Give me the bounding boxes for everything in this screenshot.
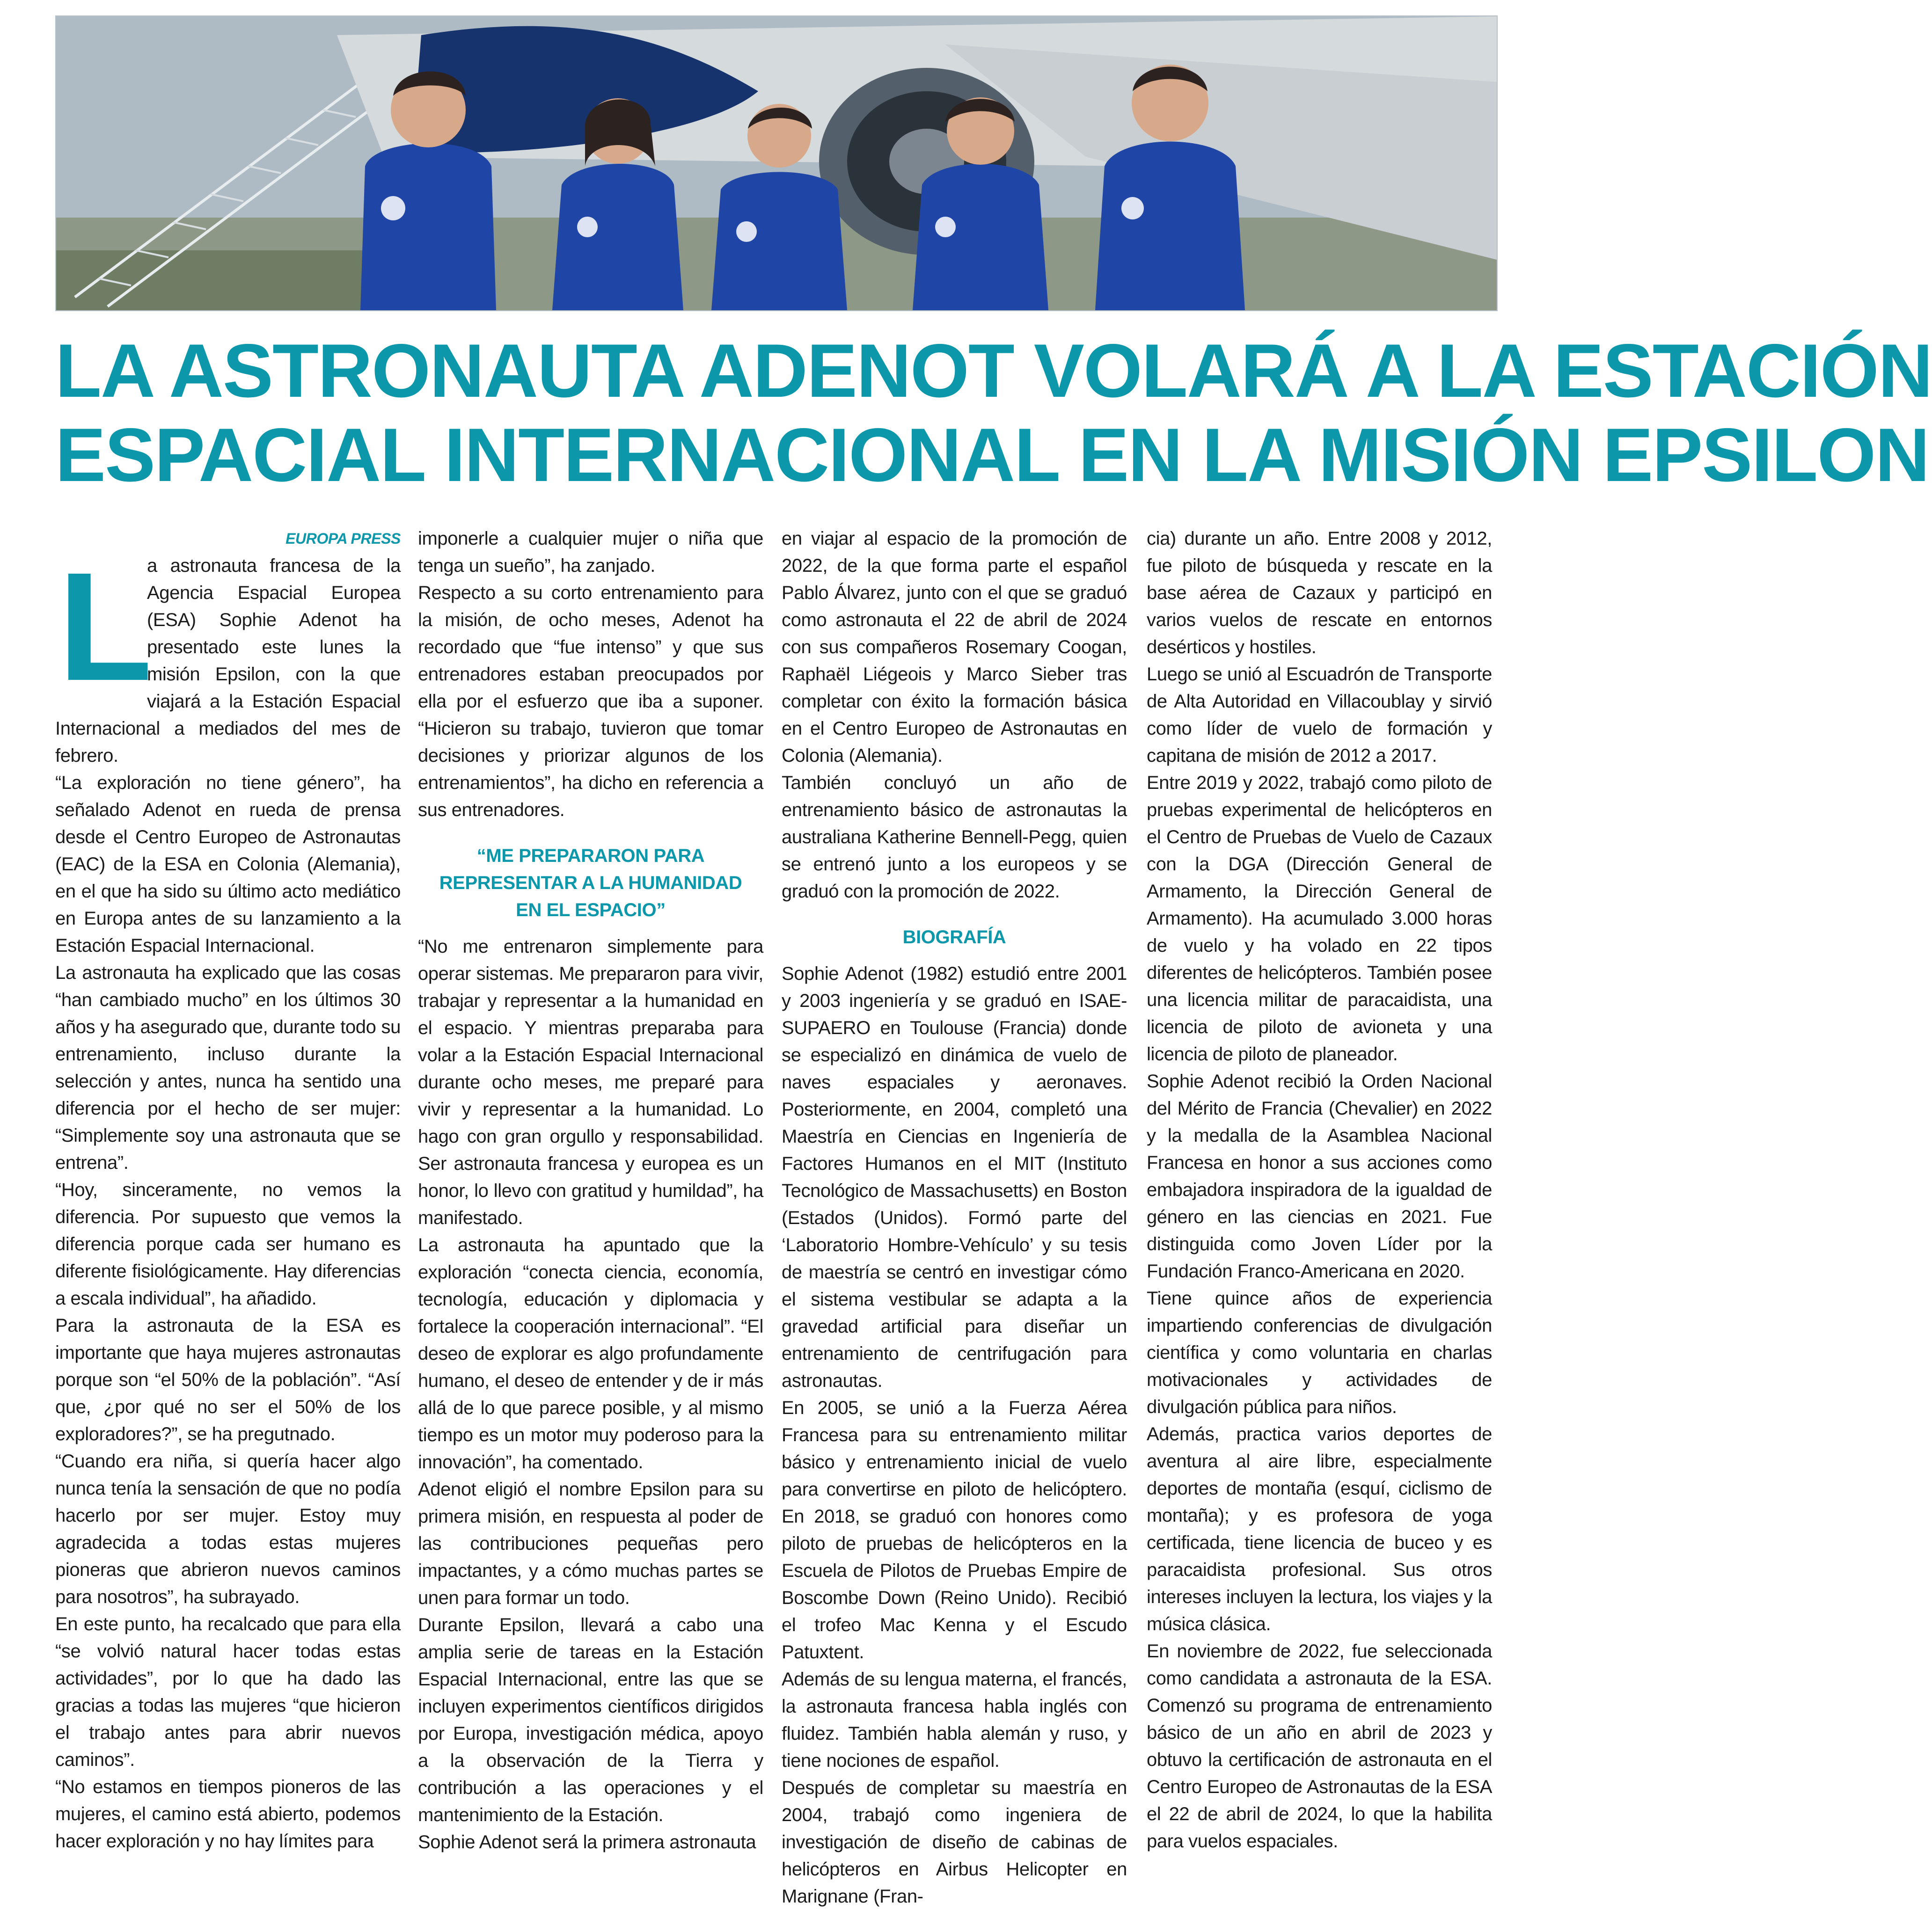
- subheading-biografia: BIOGRAFÍA: [902, 927, 1006, 948]
- paragraph: “La exploración no tiene género”, ha señalado Adenot en rueda de prensa desde el Centro Europeo de Astronautas (EAC) de la ESA en Colonia (Alemania), en el que ha sido su último acto mediático en Europa antes de su lanzamiento a la Estación Espacial Internacional.: [55, 773, 401, 956]
- paragraph: cia) durante un año. Entre 2008 y 2012, fue piloto de búsqueda y rescate en la base aérea de Cazaux y participó en varios vuelos de rescate en entornos desérticos y hostiles.: [1147, 528, 1492, 657]
- dropcap: L: [58, 540, 153, 713]
- paragraph: Sophie Adenot será la primera astronauta: [418, 1832, 756, 1852]
- paragraph: Luego se unió al Escuadrón de Transporte de Alta Autoridad en Villacoublay y sirvió como líder de vuelo de formación y capitana de misión de 2012 a 2017.: [1147, 664, 1492, 766]
- paragraph: La astronauta ha apuntado que la exploración “conecta ciencia, economía, tecnología, educación y diplomacia y fortalece la cooperación internacional”. “El deseo de explorar es algo profundamente humano, el deseo de entender y de ir más allá de lo que parece posible, y al mismo tiempo es un motor muy poderoso para la innovación”, ha comentado.: [418, 1235, 763, 1473]
- paragraph: “Cuando era niña, si quería hacer algo nunca tenía la sensación de que no podía hacerlo por ser mujer. Estoy muy agradecida a todas estas mujeres pioneras que abrieron nuevos caminos para nosotros”, ha subrayado.: [55, 1451, 401, 1607]
- paragraph: Respecto a su corto entrenamiento para la misión, de ocho meses, Adenot ha recordado que “fue intenso” y que sus entrenadores estaban preocupados por ella por el esfuerzo que iba a suponer. “Hicieron su trabajo, tuvieron que tomar decisiones y priorizar algunos de los entrenamientos”, ha dicho en referencia a sus entrenadores.: [418, 583, 763, 820]
- paragraph: En noviembre de 2022, fue seleccionada como candidata a astronauta de la ESA. Comenzó su programa de entrenamiento básico de un año en abril de 2023 y obtuvo la certificación de astronauta en el Centro Europeo de Astronautas de la ESA el 22 de abril de 2024, lo que la habilita para vuelos espaciales.: [1147, 1641, 1492, 1852]
- subheading-quote: [418, 842, 763, 924]
- header-photo: [55, 15, 1498, 311]
- paragraph: Además de su lengua materna, el francés, la astronauta francesa habla inglés con fluidez. También habla alemán y ruso, y tiene nociones de español.: [782, 1669, 1127, 1771]
- paragraph: Tiene quince años de experiencia impartiendo conferencias de divulgación científica y como voluntaria en charlas motivacionales y actividades de divulgación pública para niños.: [1147, 1288, 1492, 1417]
- paragraph: La astronauta ha explicado que las cosas “han cambiado mucho” en los últimos 30 años y ha asegurado que, durante todo su entrenamiento, incluso durante la selección y antes, nunca ha sentido una diferencia por el hecho de ser mujer: “Simplemente soy una astronauta que se entrena”.: [55, 962, 401, 1173]
- paragraph: En este punto, ha recalcado que para ella “se volvió natural hacer todas estas actividades”, por lo que ha dado las gracias a todas las mujeres “que hicieron el trabajo antes para abrir nuevos caminos”.: [55, 1614, 401, 1770]
- paragraph: Sophie Adenot recibió la Orden Nacional del Mérito de Francia (Chevalier) en 2022 y la medalla de la Asamblea Nacional Francesa en honor a sus acciones como embajadora inspiradora de la igualdad de género en las ciencias en 2021. Fue distinguida como Joven Líder por la Fundación Franco-Americana en 2020.: [1147, 1071, 1492, 1282]
- subheading-line: EN EL ESPACIO”: [516, 900, 666, 920]
- paragraph: Adenot eligió el nombre Epsilon para su primera misión, en respuesta al poder de las contribuciones pequeñas pero impactantes, y a cómo muchas partes se unen para formar un todo.: [418, 1479, 763, 1608]
- paragraph: Después de completar su maestría en 2004, trabajó como ingeniera de investigación de diseño de cabinas de helicópteros en Airbus Helicopter en Marignane (Fran-: [782, 1778, 1127, 1907]
- paragraph: “No me entrenaron simplemente para operar sistemas. Me prepararon para vivir, trabajar y representar a la humanidad en el espacio. Y mientras preparaba para volar a la Estación Espacial Internacional durante ocho meses, me preparé para vivir y representar a la humanidad. Lo hago con gran orgullo y responsabilidad. Ser astronauta francesa y europea es un honor, lo llevo con gratitud y humildad”, ha manifestado.: [418, 936, 763, 1228]
- paragraph: Durante Epsilon, llevará a cabo una amplia serie de tareas en la Estación Espacial Internacional, entre las que se incluyen experimentos científicos dirigidos por Europa, investigación médica, apoyo a la observación de la Tierra y contribución a las operaciones y el mantenimiento de la Estación.: [418, 1615, 763, 1825]
- paragraph: “Hoy, sinceramente, no vemos la diferencia. Por supuesto que vemos la diferencia porque cada ser humano es diferente fisiológicamente. Hay diferencias a escala individual”, ha añadido.: [55, 1180, 401, 1309]
- article-column-4: [1147, 525, 1492, 1852]
- subheading-line: REPRESENTAR A LA HUMANIDAD: [439, 873, 742, 893]
- subheading-line: “ME PREPARARON PARA: [476, 846, 705, 866]
- paragraph: Para la astronauta de la ESA es importante que haya mujeres astronautas porque son “el 50% de la población”. “Así que, ¿por qué no ser el 50% de los exploradores?”, se ha pregutnado.: [55, 1315, 401, 1444]
- paragraph: “No estamos en tiempos pioneros de las mujeres, el camino está abierto, podemos hacer exploración y no hay límites para: [55, 1777, 401, 1852]
- paragraph: En 2005, se unió a la Fuerza Aérea Francesa para su entrenamiento militar básico y entrenamiento inicial de vuelo para convertirse en piloto de helicóptero. En 2018, se graduó con honores como piloto de pruebas de helicópteros en la Escuela de Pilotos de Pruebas Empire de Boscombe Down (Reino Unido). Recibió el trofeo Mac Kenna y el Escudo Patuxtent.: [782, 1398, 1127, 1662]
- article-column-1: [55, 525, 401, 1852]
- astronauts-photo-illustration: [56, 16, 1497, 310]
- paragraph: en viajar al espacio de la promoción de 2022, de la que forma parte el español Pablo Álvarez, junto con el que se graduó como astronauta el 22 de abril de 2024 con sus compañeros Rosemary Coogan, Raphaël Liégeois y Marco Sieber tras completar con éxito la formación básica en el Centro Europeo de Astronautas en Colonia (Alemania).: [782, 528, 1127, 766]
- paragraph: Además, practica varios deportes de aventura al aire libre, especialmente deportes de montaña (esquí, ciclismo de montaña); y es profesora de yoga certificada, tiene licencia de buceo y es paracaidista profesional. Sus otros intereses incluyen la lectura, los viajes y la música clásica.: [1147, 1424, 1492, 1634]
- paragraph: También concluyó un año de entrenamiento básico de astronautas la australiana Katherine Bennell-Pegg, quien se entrenó junto a los europeos y se graduó con la promoción de 2022.: [782, 773, 1127, 902]
- headline-line-1: LA ASTRONAUTA ADENOT VOLARÁ A LA ESTACIÓN: [55, 328, 1932, 413]
- paragraph: imponerle a cualquier mujer o niña que tenga un sueño”, ha zanjado.: [418, 528, 763, 576]
- article-column-3: [782, 525, 1127, 1907]
- byline: EUROPA PRESS: [285, 530, 401, 547]
- lead-paragraph: a astronauta francesa de la Agencia Espacial Europea (ESA) Sophie Adenot ha presentado este lunes la misión Epsilon, con la que viajará a la Estación Espacial Internacional a mediados del mes de febrero.: [55, 555, 401, 766]
- paragraph: Entre 2019 y 2022, trabajó como piloto de pruebas experimental de helicópteros en el Centro de Pruebas de Vuelo de Cazaux con la DGA (Dirección General de Armamento, la Dirección General de Armamento). Ha acumulado 3.000 horas de vuelo y ha volado en 22 tipos diferentes de helicópteros. También posee una licencia militar de paracaidista, una licencia de piloto de avioneta y una licencia de piloto de planeador.: [1147, 773, 1492, 1064]
- paragraph: Sophie Adenot (1982) estudió entre 2001 y 2003 ingeniería y se graduó en ISAE-SUPAERO en Toulouse (Francia) donde se especializó en dinámica de vuelo de naves espaciales y aeronaves. Posteriormente, en 2004, completó una Maestría en Ciencias en Ingeniería de Factores Humanos en el MIT (Instituto Tecnológico de Massachusetts) en Boston (Estados (Unidos). Formó parte del ‘Laboratorio Hombre-Vehículo’ y su tesis de maestría se centró en investigar cómo el sistema vestibular se adapta a la gravedad artificial para diseñar un entrenamiento de centrifugación para astronautas.: [782, 963, 1127, 1391]
- headline-line-2: ESPACIAL INTERNACIONAL EN LA MISIÓN EPSILON: [55, 413, 1929, 497]
- article-column-2: [418, 525, 763, 1852]
